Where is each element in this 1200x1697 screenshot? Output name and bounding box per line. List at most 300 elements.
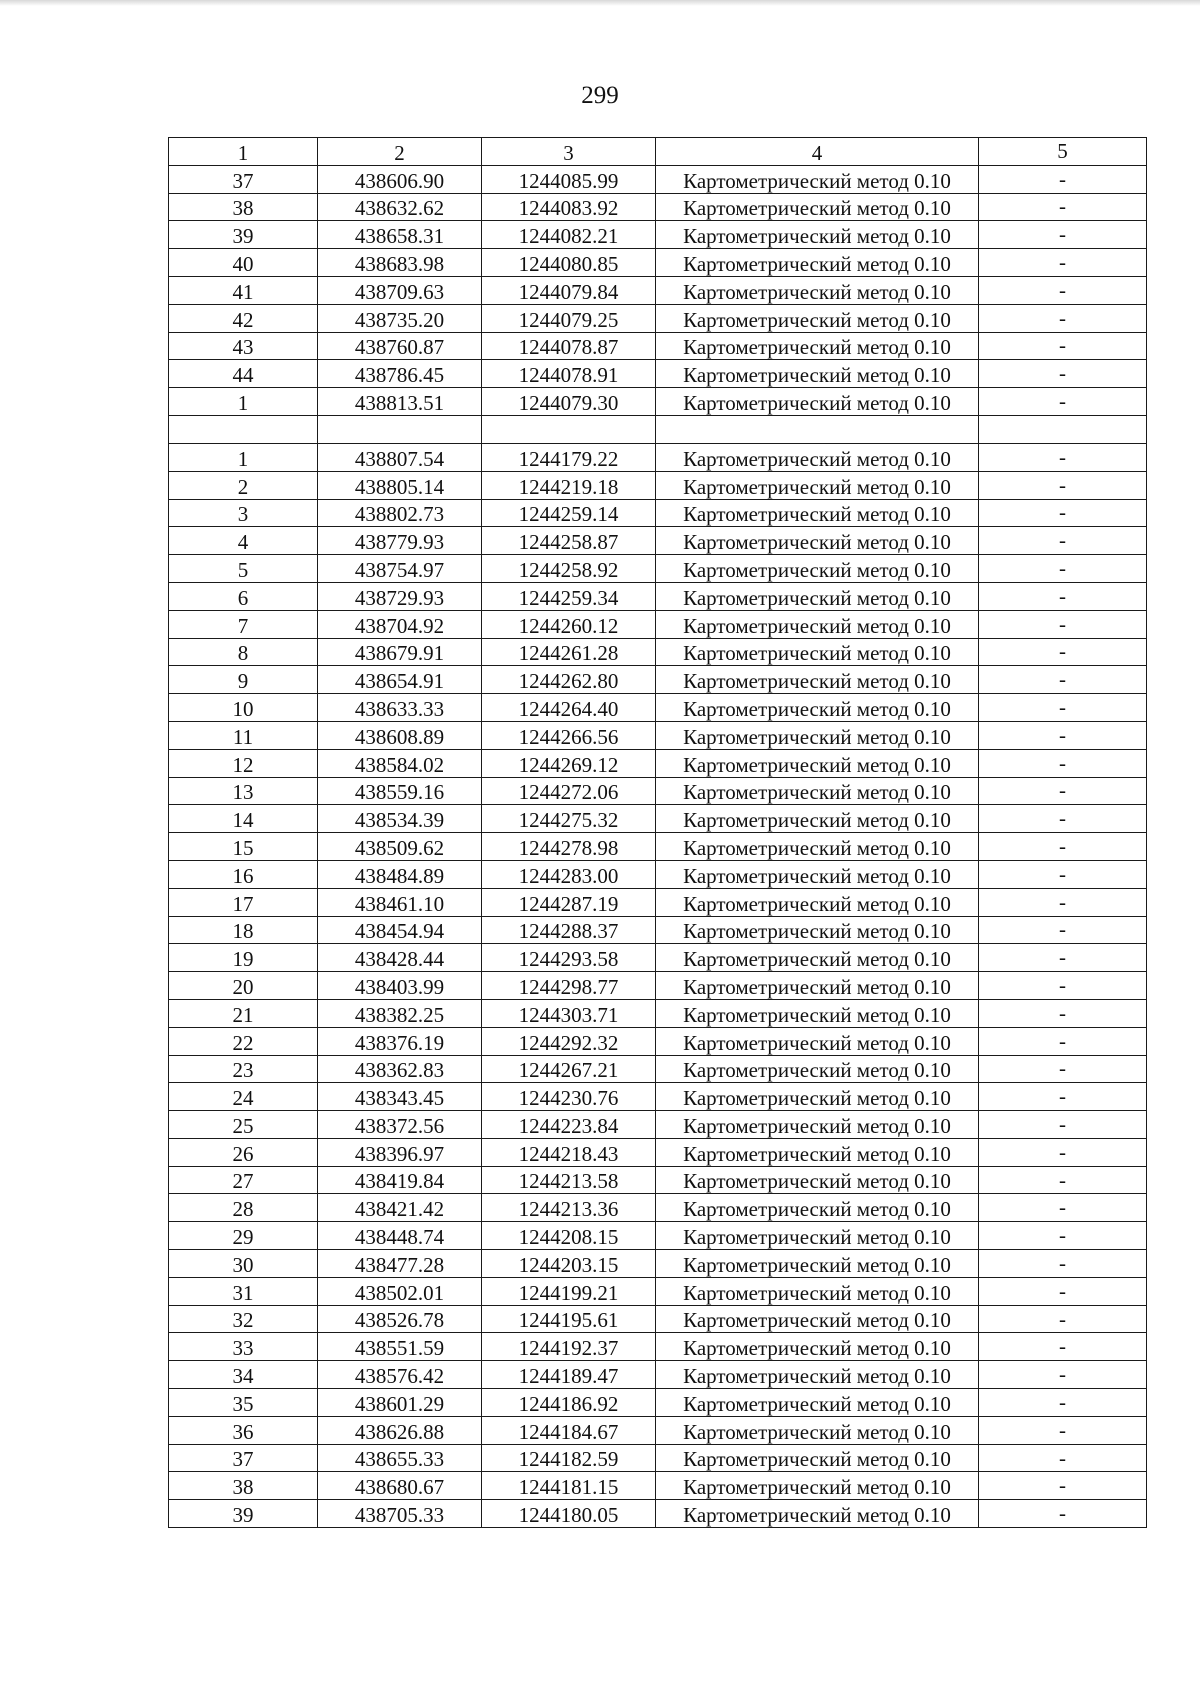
y-coordinate-cell: 1244213.58 — [482, 1166, 656, 1194]
table-row — [169, 193, 1147, 221]
x-coordinate-cell: 438729.93 — [318, 582, 482, 610]
point-number-cell: 43 — [169, 332, 318, 360]
method-cell: Картометрический метод 0.10 — [656, 471, 979, 499]
point-number-cell: 38 — [169, 193, 318, 221]
note-cell: - — [979, 1138, 1147, 1166]
y-coordinate-cell: 1244182.59 — [482, 1444, 656, 1472]
y-coordinate-cell: 1244266.56 — [482, 721, 656, 749]
method-cell: Картометрический метод 0.10 — [656, 1138, 979, 1166]
method-cell: Картометрический метод 0.10 — [656, 249, 979, 277]
method-cell: Картометрический метод 0.10 — [656, 694, 979, 722]
table-row — [169, 1166, 1147, 1194]
table-row — [169, 666, 1147, 694]
method-cell: Картометрический метод 0.10 — [656, 388, 979, 416]
table-row — [169, 1472, 1147, 1500]
point-number-cell: 37 — [169, 1444, 318, 1472]
point-number-cell: 14 — [169, 805, 318, 833]
note-cell: - — [979, 805, 1147, 833]
x-coordinate-cell: 438735.20 — [318, 304, 482, 332]
y-coordinate-cell: 1244264.40 — [482, 694, 656, 722]
method-cell: Картометрический метод 0.10 — [656, 1444, 979, 1472]
x-coordinate-cell: 438754.97 — [318, 555, 482, 583]
y-coordinate-cell: 1244283.00 — [482, 860, 656, 888]
note-cell: - — [979, 749, 1147, 777]
note-cell: - — [979, 916, 1147, 944]
method-cell: Картометрический метод 0.10 — [656, 1333, 979, 1361]
note-cell: - — [979, 332, 1147, 360]
y-coordinate-cell: 1244195.61 — [482, 1305, 656, 1333]
note-cell: - — [979, 1250, 1147, 1278]
y-coordinate-cell: 1244219.18 — [482, 471, 656, 499]
method-cell: Картометрический метод 0.10 — [656, 555, 979, 583]
method-cell: Картометрический метод 0.10 — [656, 304, 979, 332]
point-number-cell: 32 — [169, 1305, 318, 1333]
y-coordinate-cell — [482, 415, 656, 443]
x-coordinate-cell: 438376.19 — [318, 1027, 482, 1055]
table-row — [169, 1111, 1147, 1139]
table-row — [169, 721, 1147, 749]
point-number-cell: 25 — [169, 1111, 318, 1139]
table-row — [169, 276, 1147, 304]
note-cell: - — [979, 1055, 1147, 1083]
point-number-cell: 21 — [169, 999, 318, 1027]
point-number-cell: 13 — [169, 777, 318, 805]
point-number-cell: 2 — [169, 471, 318, 499]
y-coordinate-cell: 1244199.21 — [482, 1277, 656, 1305]
point-number-cell: 18 — [169, 916, 318, 944]
header-cell-3: 3 — [482, 138, 656, 166]
method-cell: Картометрический метод 0.10 — [656, 276, 979, 304]
y-coordinate-cell: 1244083.92 — [482, 193, 656, 221]
table-row — [169, 1333, 1147, 1361]
x-coordinate-cell: 438502.01 — [318, 1277, 482, 1305]
method-cell: Картометрический метод 0.10 — [656, 1027, 979, 1055]
y-coordinate-cell: 1244192.37 — [482, 1333, 656, 1361]
note-cell: - — [979, 1222, 1147, 1250]
table-row — [169, 249, 1147, 277]
note-cell: - — [979, 638, 1147, 666]
point-number-cell: 42 — [169, 304, 318, 332]
y-coordinate-cell: 1244262.80 — [482, 666, 656, 694]
x-coordinate-cell: 438372.56 — [318, 1111, 482, 1139]
page-number: 299 — [581, 82, 619, 109]
method-cell: Картометрический метод 0.10 — [656, 1055, 979, 1083]
x-coordinate-cell: 438559.16 — [318, 777, 482, 805]
point-number-cell: 8 — [169, 638, 318, 666]
table-row — [169, 332, 1147, 360]
note-cell: - — [979, 777, 1147, 805]
point-number-cell: 29 — [169, 1222, 318, 1250]
point-number-cell: 6 — [169, 582, 318, 610]
y-coordinate-cell: 1244080.85 — [482, 249, 656, 277]
method-cell: Картометрический метод 0.10 — [656, 332, 979, 360]
y-coordinate-cell: 1244180.05 — [482, 1500, 656, 1528]
point-number-cell: 9 — [169, 666, 318, 694]
table-row — [169, 360, 1147, 388]
method-cell: Картометрический метод 0.10 — [656, 1472, 979, 1500]
method-cell: Картометрический метод 0.10 — [656, 972, 979, 1000]
method-cell: Картометрический метод 0.10 — [656, 1111, 979, 1139]
table-row — [169, 555, 1147, 583]
y-coordinate-cell: 1244223.84 — [482, 1111, 656, 1139]
method-cell: Картометрический метод 0.10 — [656, 1222, 979, 1250]
table-row — [169, 1027, 1147, 1055]
y-coordinate-cell: 1244267.21 — [482, 1055, 656, 1083]
y-coordinate-cell: 1244184.67 — [482, 1416, 656, 1444]
x-coordinate-cell: 438760.87 — [318, 332, 482, 360]
note-cell: - — [979, 555, 1147, 583]
method-cell: Картометрический метод 0.10 — [656, 610, 979, 638]
point-number-cell: 5 — [169, 555, 318, 583]
y-coordinate-cell: 1244078.91 — [482, 360, 656, 388]
method-cell: Картометрический метод 0.10 — [656, 193, 979, 221]
point-number-cell: 30 — [169, 1250, 318, 1278]
note-cell: - — [979, 721, 1147, 749]
x-coordinate-cell: 438705.33 — [318, 1500, 482, 1528]
x-coordinate-cell: 438608.89 — [318, 721, 482, 749]
x-coordinate-cell: 438461.10 — [318, 888, 482, 916]
table-row — [169, 860, 1147, 888]
table-row — [169, 1055, 1147, 1083]
y-coordinate-cell: 1244218.43 — [482, 1138, 656, 1166]
point-number-cell: 37 — [169, 165, 318, 193]
note-cell: - — [979, 165, 1147, 193]
method-cell: Картометрический метод 0.10 — [656, 527, 979, 555]
method-cell: Картометрический метод 0.10 — [656, 1166, 979, 1194]
method-cell: Картометрический метод 0.10 — [656, 499, 979, 527]
x-coordinate-cell: 438584.02 — [318, 749, 482, 777]
x-coordinate-cell: 438779.93 — [318, 527, 482, 555]
x-coordinate-cell: 438428.44 — [318, 944, 482, 972]
method-cell: Картометрический метод 0.10 — [656, 721, 979, 749]
note-cell: - — [979, 193, 1147, 221]
y-coordinate-cell: 1244287.19 — [482, 888, 656, 916]
point-number-cell: 41 — [169, 276, 318, 304]
note-cell: - — [979, 1194, 1147, 1222]
table-row — [169, 638, 1147, 666]
note-cell: - — [979, 1472, 1147, 1500]
y-coordinate-cell: 1244230.76 — [482, 1083, 656, 1111]
y-coordinate-cell: 1244189.47 — [482, 1361, 656, 1389]
table-row — [169, 1361, 1147, 1389]
point-number-cell: 26 — [169, 1138, 318, 1166]
point-number-cell: 3 — [169, 499, 318, 527]
x-coordinate-cell: 438805.14 — [318, 471, 482, 499]
table-row — [169, 694, 1147, 722]
y-coordinate-cell: 1244186.92 — [482, 1389, 656, 1417]
note-cell: - — [979, 1500, 1147, 1528]
x-coordinate-cell: 438396.97 — [318, 1138, 482, 1166]
x-coordinate-cell: 438421.42 — [318, 1194, 482, 1222]
table-row — [169, 443, 1147, 471]
method-cell: Картометрический метод 0.10 — [656, 582, 979, 610]
note-cell: - — [979, 860, 1147, 888]
point-number-cell: 33 — [169, 1333, 318, 1361]
point-number-cell: 19 — [169, 944, 318, 972]
table-row — [169, 1083, 1147, 1111]
note-cell: - — [979, 471, 1147, 499]
method-cell: Картометрический метод 0.10 — [656, 221, 979, 249]
note-cell: - — [979, 1389, 1147, 1417]
note-cell: - — [979, 1444, 1147, 1472]
x-coordinate-cell: 438526.78 — [318, 1305, 482, 1333]
x-coordinate-cell — [318, 415, 482, 443]
y-coordinate-cell: 1244298.77 — [482, 972, 656, 1000]
table-row — [169, 1277, 1147, 1305]
point-number-cell: 16 — [169, 860, 318, 888]
table-row — [169, 833, 1147, 861]
x-coordinate-cell: 438484.89 — [318, 860, 482, 888]
y-coordinate-cell: 1244269.12 — [482, 749, 656, 777]
point-number-cell — [169, 415, 318, 443]
table-row — [169, 304, 1147, 332]
x-coordinate-cell: 438382.25 — [318, 999, 482, 1027]
note-cell: - — [979, 249, 1147, 277]
method-cell: Картометрический метод 0.10 — [656, 1277, 979, 1305]
x-coordinate-cell: 438632.62 — [318, 193, 482, 221]
method-cell: Картометрический метод 0.10 — [656, 888, 979, 916]
note-cell: - — [979, 304, 1147, 332]
header-cell-5: 5 — [979, 138, 1147, 166]
method-cell: Картометрический метод 0.10 — [656, 1305, 979, 1333]
x-coordinate-cell: 438454.94 — [318, 916, 482, 944]
table-row — [169, 471, 1147, 499]
note-cell: - — [979, 694, 1147, 722]
note-cell: - — [979, 1416, 1147, 1444]
method-cell: Картометрический метод 0.10 — [656, 1500, 979, 1528]
header-cell-2: 2 — [318, 138, 482, 166]
x-coordinate-cell: 438477.28 — [318, 1250, 482, 1278]
y-coordinate-cell: 1244278.98 — [482, 833, 656, 861]
point-number-cell: 31 — [169, 1277, 318, 1305]
y-coordinate-cell: 1244275.32 — [482, 805, 656, 833]
y-coordinate-cell: 1244203.15 — [482, 1250, 656, 1278]
y-coordinate-cell: 1244272.06 — [482, 777, 656, 805]
x-coordinate-cell: 438654.91 — [318, 666, 482, 694]
method-cell: Картометрический метод 0.10 — [656, 805, 979, 833]
note-cell: - — [979, 1166, 1147, 1194]
note-cell: - — [979, 1027, 1147, 1055]
x-coordinate-cell: 438551.59 — [318, 1333, 482, 1361]
y-coordinate-cell: 1244181.15 — [482, 1472, 656, 1500]
header-cell-1: 1 — [169, 138, 318, 166]
point-number-cell: 4 — [169, 527, 318, 555]
method-cell: Картометрический метод 0.10 — [656, 638, 979, 666]
note-cell — [979, 415, 1147, 443]
header-cell-4: 4 — [656, 138, 979, 166]
x-coordinate-cell: 438786.45 — [318, 360, 482, 388]
x-coordinate-cell: 438448.74 — [318, 1222, 482, 1250]
y-coordinate-cell: 1244085.99 — [482, 165, 656, 193]
note-cell: - — [979, 1361, 1147, 1389]
table-row — [169, 1194, 1147, 1222]
note-cell: - — [979, 999, 1147, 1027]
table-row — [169, 972, 1147, 1000]
method-cell: Картометрический метод 0.10 — [656, 360, 979, 388]
table-row — [169, 916, 1147, 944]
y-coordinate-cell: 1244293.58 — [482, 944, 656, 972]
x-coordinate-cell: 438343.45 — [318, 1083, 482, 1111]
method-cell: Картометрический метод 0.10 — [656, 1361, 979, 1389]
note-cell: - — [979, 1277, 1147, 1305]
y-coordinate-cell: 1244078.87 — [482, 332, 656, 360]
coordinates-table — [168, 137, 1147, 1528]
note-cell: - — [979, 666, 1147, 694]
x-coordinate-cell: 438802.73 — [318, 499, 482, 527]
point-number-cell: 36 — [169, 1416, 318, 1444]
x-coordinate-cell: 438704.92 — [318, 610, 482, 638]
note-cell: - — [979, 527, 1147, 555]
x-coordinate-cell: 438362.83 — [318, 1055, 482, 1083]
x-coordinate-cell: 438509.62 — [318, 833, 482, 861]
x-coordinate-cell: 438680.67 — [318, 1472, 482, 1500]
y-coordinate-cell: 1244259.34 — [482, 582, 656, 610]
point-number-cell: 27 — [169, 1166, 318, 1194]
table-row — [169, 499, 1147, 527]
table-row — [169, 1416, 1147, 1444]
method-cell: Картометрический метод 0.10 — [656, 944, 979, 972]
table-row — [169, 1500, 1147, 1528]
note-cell: - — [979, 360, 1147, 388]
note-cell: - — [979, 1083, 1147, 1111]
point-number-cell: 39 — [169, 221, 318, 249]
method-cell: Картометрический метод 0.10 — [656, 443, 979, 471]
method-cell: Картометрический метод 0.10 — [656, 999, 979, 1027]
note-cell: - — [979, 944, 1147, 972]
table-body — [169, 138, 1147, 1528]
table-row — [169, 582, 1147, 610]
y-coordinate-cell: 1244079.25 — [482, 304, 656, 332]
table-row — [169, 1444, 1147, 1472]
table-header-row — [169, 138, 1147, 166]
x-coordinate-cell: 438807.54 — [318, 443, 482, 471]
point-number-cell: 39 — [169, 1500, 318, 1528]
note-cell: - — [979, 833, 1147, 861]
note-cell: - — [979, 1305, 1147, 1333]
table-row — [169, 1389, 1147, 1417]
y-coordinate-cell: 1244258.92 — [482, 555, 656, 583]
table-row — [169, 1222, 1147, 1250]
point-number-cell: 1 — [169, 388, 318, 416]
x-coordinate-cell: 438633.33 — [318, 694, 482, 722]
table-row — [169, 888, 1147, 916]
x-coordinate-cell: 438709.63 — [318, 276, 482, 304]
y-coordinate-cell: 1244079.84 — [482, 276, 656, 304]
method-cell: Картометрический метод 0.10 — [656, 833, 979, 861]
point-number-cell: 12 — [169, 749, 318, 777]
y-coordinate-cell: 1244288.37 — [482, 916, 656, 944]
x-coordinate-cell: 438419.84 — [318, 1166, 482, 1194]
x-coordinate-cell: 438403.99 — [318, 972, 482, 1000]
table-row — [169, 527, 1147, 555]
table-row — [169, 777, 1147, 805]
x-coordinate-cell: 438601.29 — [318, 1389, 482, 1417]
y-coordinate-cell: 1244261.28 — [482, 638, 656, 666]
point-number-cell: 22 — [169, 1027, 318, 1055]
point-number-cell: 28 — [169, 1194, 318, 1222]
method-cell: Картометрический метод 0.10 — [656, 1194, 979, 1222]
x-coordinate-cell: 438679.91 — [318, 638, 482, 666]
table-row — [169, 165, 1147, 193]
note-cell: - — [979, 388, 1147, 416]
point-number-cell: 38 — [169, 1472, 318, 1500]
x-coordinate-cell: 438606.90 — [318, 165, 482, 193]
y-coordinate-cell: 1244179.22 — [482, 443, 656, 471]
table-row — [169, 388, 1147, 416]
method-cell: Картометрический метод 0.10 — [656, 749, 979, 777]
method-cell: Картометрический метод 0.10 — [656, 1389, 979, 1417]
point-number-cell: 7 — [169, 610, 318, 638]
table-row — [169, 944, 1147, 972]
table-row — [169, 221, 1147, 249]
point-number-cell: 17 — [169, 888, 318, 916]
method-cell: Картометрический метод 0.10 — [656, 1250, 979, 1278]
note-cell: - — [979, 610, 1147, 638]
method-cell: Картометрический метод 0.10 — [656, 1083, 979, 1111]
note-cell: - — [979, 499, 1147, 527]
point-number-cell: 1 — [169, 443, 318, 471]
y-coordinate-cell: 1244258.87 — [482, 527, 656, 555]
point-number-cell: 15 — [169, 833, 318, 861]
note-cell: - — [979, 1333, 1147, 1361]
table-row — [169, 1138, 1147, 1166]
x-coordinate-cell: 438655.33 — [318, 1444, 482, 1472]
note-cell: - — [979, 221, 1147, 249]
y-coordinate-cell: 1244292.32 — [482, 1027, 656, 1055]
table-row — [169, 749, 1147, 777]
y-coordinate-cell: 1244259.14 — [482, 499, 656, 527]
method-cell: Картометрический метод 0.10 — [656, 860, 979, 888]
table-separator-row — [169, 415, 1147, 443]
method-cell: Картометрический метод 0.10 — [656, 666, 979, 694]
x-coordinate-cell: 438626.88 — [318, 1416, 482, 1444]
note-cell: - — [979, 276, 1147, 304]
point-number-cell: 40 — [169, 249, 318, 277]
table-row — [169, 610, 1147, 638]
note-cell: - — [979, 888, 1147, 916]
table-row — [169, 999, 1147, 1027]
y-coordinate-cell: 1244260.12 — [482, 610, 656, 638]
y-coordinate-cell: 1244208.15 — [482, 1222, 656, 1250]
y-coordinate-cell: 1244213.36 — [482, 1194, 656, 1222]
table-row — [169, 1305, 1147, 1333]
y-coordinate-cell: 1244079.30 — [482, 388, 656, 416]
note-cell: - — [979, 582, 1147, 610]
note-cell: - — [979, 443, 1147, 471]
scan-edge — [0, 0, 1200, 6]
point-number-cell: 20 — [169, 972, 318, 1000]
point-number-cell: 35 — [169, 1389, 318, 1417]
table-row — [169, 1250, 1147, 1278]
x-coordinate-cell: 438683.98 — [318, 249, 482, 277]
x-coordinate-cell: 438813.51 — [318, 388, 482, 416]
x-coordinate-cell: 438534.39 — [318, 805, 482, 833]
x-coordinate-cell: 438658.31 — [318, 221, 482, 249]
point-number-cell: 23 — [169, 1055, 318, 1083]
point-number-cell: 24 — [169, 1083, 318, 1111]
method-cell: Картометрический метод 0.10 — [656, 777, 979, 805]
note-cell: - — [979, 1111, 1147, 1139]
point-number-cell: 10 — [169, 694, 318, 722]
method-cell: Картометрический метод 0.10 — [656, 916, 979, 944]
note-cell: - — [979, 972, 1147, 1000]
point-number-cell: 11 — [169, 721, 318, 749]
method-cell: Картометрический метод 0.10 — [656, 1416, 979, 1444]
y-coordinate-cell: 1244303.71 — [482, 999, 656, 1027]
point-number-cell: 34 — [169, 1361, 318, 1389]
point-number-cell: 44 — [169, 360, 318, 388]
method-cell: Картометрический метод 0.10 — [656, 165, 979, 193]
